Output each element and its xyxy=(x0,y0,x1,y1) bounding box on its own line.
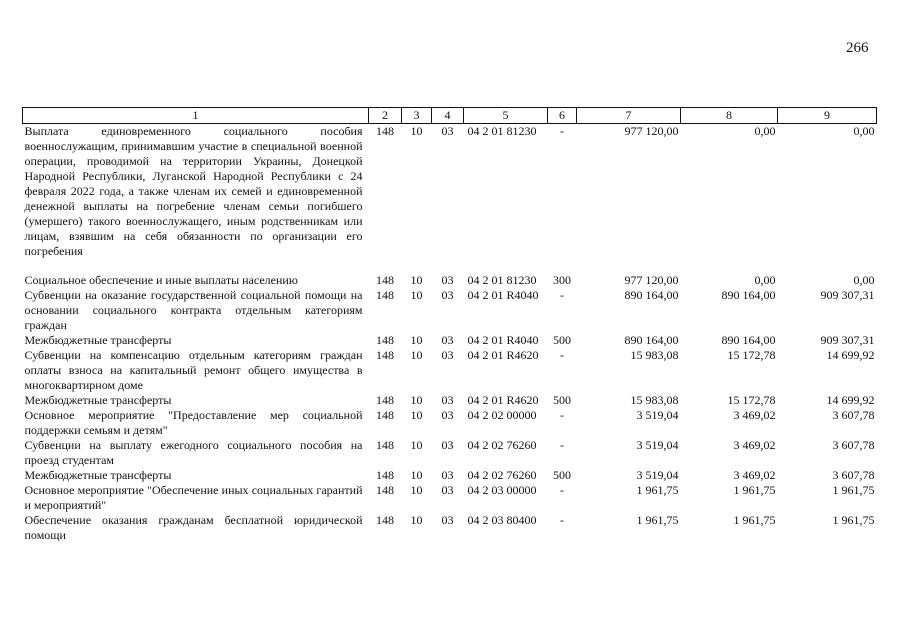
table-body xyxy=(23,124,877,544)
row-amount-cell: 909 307,31 xyxy=(820,333,875,347)
row-grbs-cell: 148 xyxy=(376,273,394,287)
row-expense-type-cell: - xyxy=(560,288,564,302)
row-target-article-cell: 04 2 01 R4040 xyxy=(467,288,539,302)
row-amount-cell: 0,00 xyxy=(853,273,875,287)
table-row xyxy=(23,408,877,438)
row-name-cell: Межбюджетные трансферты xyxy=(24,468,172,482)
row-name-cell: Межбюджетные трансферты xyxy=(24,333,172,347)
row-amount-cell: 1 961,75 xyxy=(733,483,776,497)
row-name-cell: Субвенции на оказание государственной социальной помощи на основании социального контракта отдельным категориям граждан xyxy=(24,288,363,332)
row-amount-cell: 977 120,00 xyxy=(624,273,679,287)
row-expense-type-cell: 500 xyxy=(553,468,571,482)
row-expense-type-cell: - xyxy=(560,348,564,362)
row-grbs-cell: 148 xyxy=(376,333,394,347)
row-section-cell: 10 xyxy=(410,408,423,422)
table-row xyxy=(23,438,877,468)
row-amount-cell: 890 164,00 xyxy=(624,288,679,302)
row-expense-type-cell: 300 xyxy=(553,273,571,287)
column-header: 4 xyxy=(432,108,464,124)
row-target-article-cell: 04 2 02 76260 xyxy=(467,438,537,452)
row-amount-cell: 3 519,04 xyxy=(636,408,679,422)
column-header: 2 xyxy=(369,108,402,124)
row-section-cell: 10 xyxy=(410,468,423,482)
table-header-row xyxy=(23,108,877,124)
spacer-cell xyxy=(23,259,877,273)
row-name-cell: Межбюджетные трансферты xyxy=(24,393,172,407)
row-section-cell: 10 xyxy=(410,393,423,407)
row-subsection-cell: 03 xyxy=(441,468,454,482)
row-amount-cell: 3 519,04 xyxy=(636,468,679,482)
column-header: 6 xyxy=(548,108,577,124)
row-target-article-cell: 04 2 01 81230 xyxy=(467,124,537,138)
row-section-cell: 10 xyxy=(410,483,423,497)
row-name-cell: Социальное обеспечение и иные выплаты населению xyxy=(24,273,298,287)
row-amount-cell: 15 983,08 xyxy=(630,393,679,407)
row-name-cell: Субвенции на выплату ежегодного социального пособия на проезд студентам xyxy=(24,438,363,467)
table-row xyxy=(23,273,877,288)
row-section-cell: 10 xyxy=(410,333,423,347)
row-amount-cell: 1 961,75 xyxy=(733,513,776,527)
row-amount-cell: 977 120,00 xyxy=(624,124,679,138)
row-amount-cell: 0,00 xyxy=(754,124,776,138)
table-row xyxy=(23,333,877,348)
row-section-cell: 10 xyxy=(410,348,423,362)
budget-table xyxy=(22,107,877,543)
row-subsection-cell: 03 xyxy=(441,438,454,452)
row-amount-cell: 15 172,78 xyxy=(727,393,776,407)
row-amount-cell: 1 961,75 xyxy=(636,483,679,497)
row-amount-cell: 15 172,78 xyxy=(727,348,776,362)
row-amount-cell: 14 699,92 xyxy=(826,393,875,407)
row-subsection-cell: 03 xyxy=(441,288,454,302)
row-grbs-cell: 148 xyxy=(376,124,394,138)
row-grbs-cell: 148 xyxy=(376,468,394,482)
row-amount-cell: 909 307,31 xyxy=(820,288,875,302)
row-expense-type-cell: - xyxy=(560,438,564,452)
column-header: 5 xyxy=(464,108,548,124)
row-name-cell: Основное мероприятие "Предоставление мер социальной поддержки семьям и детям" xyxy=(24,408,363,437)
row-amount-cell: 3 607,78 xyxy=(832,408,875,422)
row-target-article-cell: 04 2 01 81230 xyxy=(467,273,537,287)
row-amount-cell: 890 164,00 xyxy=(721,288,776,302)
row-amount-cell: 3 469,02 xyxy=(733,408,776,422)
row-section-cell: 10 xyxy=(410,288,423,302)
row-amount-cell: 3 607,78 xyxy=(832,438,875,452)
row-section-cell: 10 xyxy=(410,124,423,138)
table-row xyxy=(23,468,877,483)
row-amount-cell: 3 469,02 xyxy=(733,468,776,482)
row-subsection-cell: 03 xyxy=(441,393,454,407)
row-amount-cell: 890 164,00 xyxy=(624,333,679,347)
row-subsection-cell: 03 xyxy=(441,513,454,527)
row-amount-cell: 3 519,04 xyxy=(636,438,679,452)
row-amount-cell: 3 607,78 xyxy=(832,468,875,482)
row-subsection-cell: 03 xyxy=(441,273,454,287)
table-row xyxy=(23,124,877,260)
row-amount-cell: 0,00 xyxy=(853,124,875,138)
row-name-cell: Субвенции на компенсацию отдельным категориям граждан оплаты взноса на капитальный ремонт общего имущества в многоквартирном доме xyxy=(24,348,363,392)
row-grbs-cell: 148 xyxy=(376,408,394,422)
row-target-article-cell: 04 2 01 R4620 xyxy=(467,393,539,407)
row-expense-type-cell: - xyxy=(560,408,564,422)
row-target-article-cell: 04 2 03 00000 xyxy=(467,483,537,497)
row-grbs-cell: 148 xyxy=(376,483,394,497)
row-section-cell: 10 xyxy=(410,273,423,287)
row-section-cell: 10 xyxy=(410,513,423,527)
row-name-cell: Выплата единовременного социального пособия военнослужащим, принимавшим участие в специальной военной операции, проводимой на территории Украины, Донецкой Народной Республики, Луганской Народной Республики с 24 февраля 2022 года, а также членам их семей и единовременной денежной выплаты на погребение членам семьи погибшего (умершего) такого военнослужащего, иным родственникам или лицам, взявшим на себя обязанности по организации его погребения xyxy=(24,124,363,258)
row-target-article-cell: 04 2 02 76260 xyxy=(467,468,537,482)
row-target-article-cell: 04 2 01 R4620 xyxy=(467,348,539,362)
row-expense-type-cell: - xyxy=(560,513,564,527)
table-row xyxy=(23,348,877,393)
table-row xyxy=(23,483,877,513)
row-subsection-cell: 03 xyxy=(441,333,454,347)
row-subsection-cell: 03 xyxy=(441,408,454,422)
table-row xyxy=(23,513,877,543)
row-amount-cell: 1 961,75 xyxy=(636,513,679,527)
row-target-article-cell: 04 2 03 80400 xyxy=(467,513,537,527)
row-amount-cell: 15 983,08 xyxy=(630,348,679,362)
row-subsection-cell: 03 xyxy=(441,348,454,362)
table-row xyxy=(23,288,877,333)
row-grbs-cell: 148 xyxy=(376,393,394,407)
row-amount-cell: 0,00 xyxy=(754,273,776,287)
row-expense-type-cell: 500 xyxy=(553,333,571,347)
row-amount-cell: 3 469,02 xyxy=(733,438,776,452)
row-amount-cell: 890 164,00 xyxy=(721,333,776,347)
row-grbs-cell: 148 xyxy=(376,438,394,452)
page-number: 266 xyxy=(846,40,869,56)
row-amount-cell: 14 699,92 xyxy=(826,348,875,362)
row-amount-cell: 1 961,75 xyxy=(832,483,875,497)
row-grbs-cell: 148 xyxy=(376,513,394,527)
row-subsection-cell: 03 xyxy=(441,483,454,497)
spacer-row xyxy=(23,259,877,273)
row-subsection-cell: 03 xyxy=(441,124,454,138)
row-grbs-cell: 148 xyxy=(376,288,394,302)
column-header: 8 xyxy=(681,108,778,124)
row-name-cell: Основное мероприятие "Обеспечение иных социальных гарантий и мероприятий" xyxy=(24,483,363,512)
row-target-article-cell: 04 2 01 R4040 xyxy=(467,333,539,347)
row-grbs-cell: 148 xyxy=(376,348,394,362)
row-target-article-cell: 04 2 02 00000 xyxy=(467,408,537,422)
column-header: 7 xyxy=(577,108,681,124)
row-expense-type-cell: - xyxy=(560,483,564,497)
column-header: 9 xyxy=(778,108,877,124)
row-expense-type-cell: 500 xyxy=(553,393,571,407)
row-amount-cell: 1 961,75 xyxy=(832,513,875,527)
row-section-cell: 10 xyxy=(410,438,423,452)
row-name-cell: Обеспечение оказания гражданам бесплатной юридической помощи xyxy=(24,513,363,542)
column-header: 1 xyxy=(23,108,369,124)
row-expense-type-cell: - xyxy=(560,124,564,138)
column-header: 3 xyxy=(402,108,432,124)
table-row xyxy=(23,393,877,408)
